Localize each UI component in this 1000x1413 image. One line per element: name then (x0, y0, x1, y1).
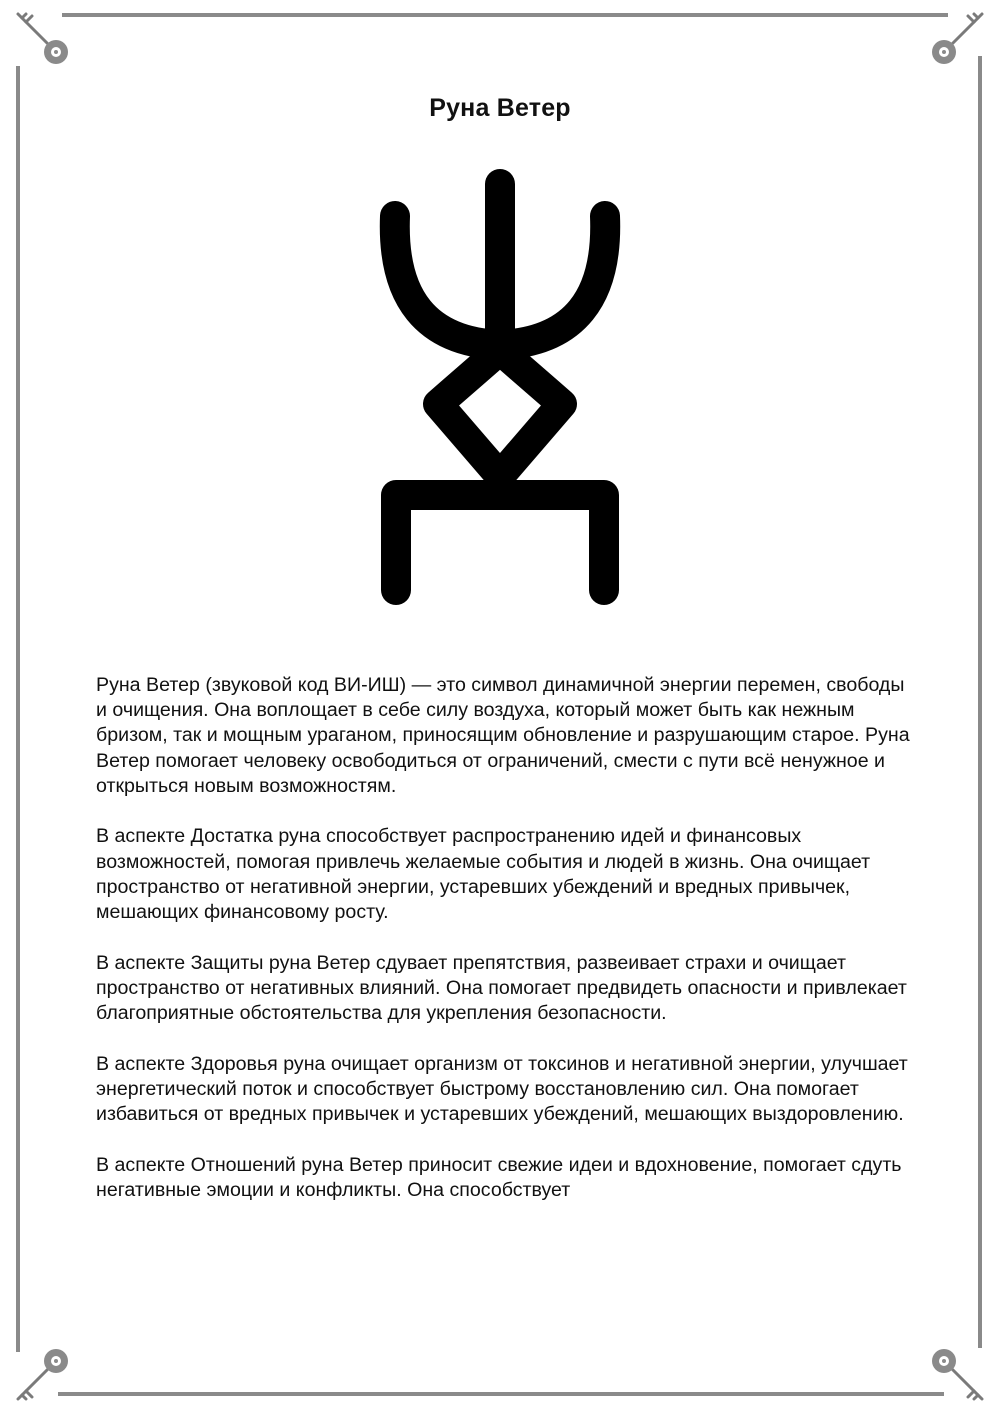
corner-key-icon-top-right (912, 6, 992, 86)
paragraph-relationships: В аспекте Отношений руна Ветер приносит свежие идеи и вдохновение, помогает сдуть негативные эмоции и конфликты. Она способствует (96, 1153, 902, 1201)
paragraph-intro: Руна Ветер (звуковой код ВИ-ИШ) — это символ динамичной энергии перемен, свободы и очищения. Она воплощает в себе силу воздуха, который может быть как нежным бризом, так и мощным ураганом, приносящим обновление и разрушающим старое. Руна Ветер помогает человеку освободиться от ограничений, смести с пути всё ненужное и открыться новым возможностям. (96, 674, 910, 797)
description-text (96, 673, 916, 1228)
wind-rune-icon (370, 165, 630, 615)
paragraph-protection: В аспекте Защиты руна Ветер сдувает препятствия, развеивает страхи и очищает пространство от негативных влияний. Она помогает предвидеть опасности и привлекает благоприятные обстоятельства для укрепления безопасности. (96, 951, 907, 1025)
frame-right-border (978, 56, 982, 1348)
page-title: Руна Ветер (429, 94, 571, 122)
frame-bottom-border (58, 1392, 944, 1396)
corner-key-icon-top-left (8, 6, 88, 86)
frame-top-border (62, 13, 948, 17)
frame-left-border (16, 66, 20, 1352)
corner-key-icon-bottom-left (8, 1327, 88, 1407)
paragraph-wealth: В аспекте Достатка руна способствует распространению идей и финансовых возможностей, помогая привлечь желаемые события и людей в жизнь. Она очищает пространство от негативной энергии, устаревших убеждений и вредных привычек, мешающих финансовому росту. (96, 825, 871, 924)
paragraph-health: В аспекте Здоровья руна очищает организм от токсинов и негативной энергии, улучшает энергетический поток и способствует быстрому восстановлению сил. Она помогает избавиться от вредных привычек и устаревших убеждений, мешающих выздоровлению. (96, 1052, 908, 1126)
corner-key-icon-bottom-right (912, 1327, 992, 1407)
